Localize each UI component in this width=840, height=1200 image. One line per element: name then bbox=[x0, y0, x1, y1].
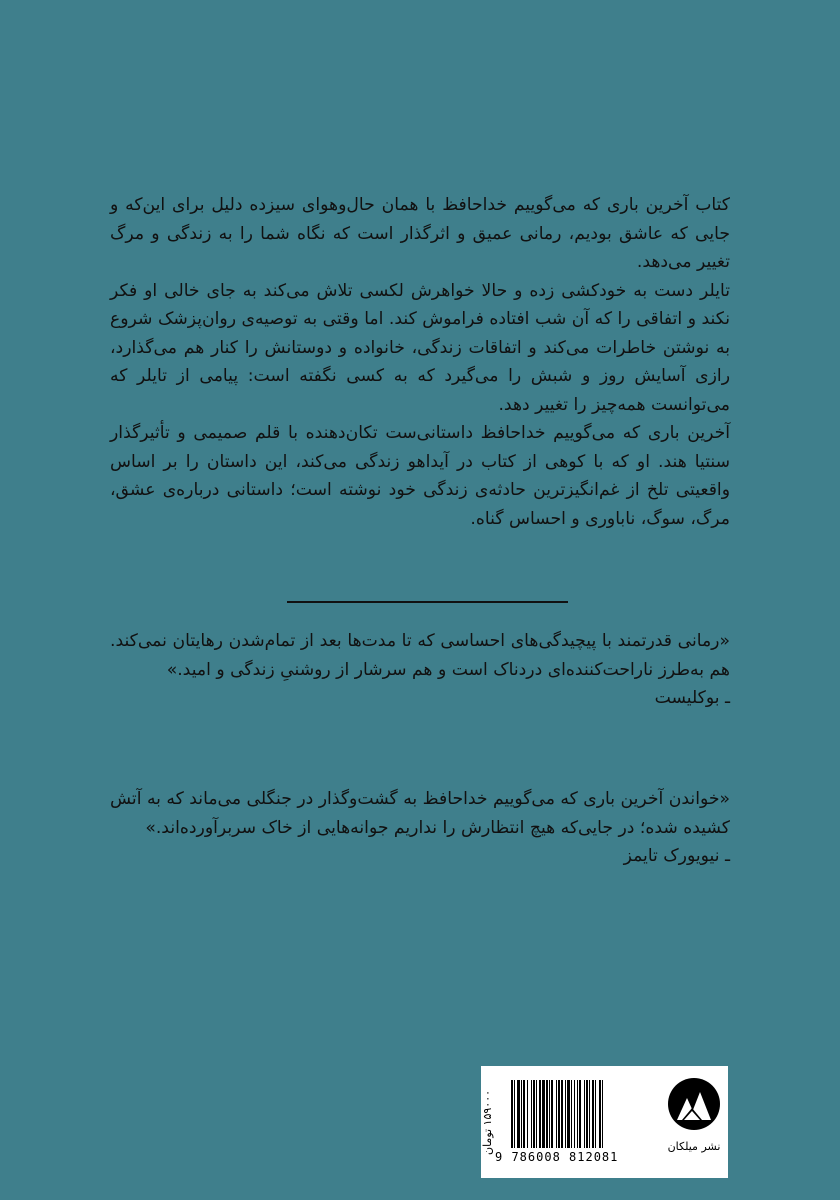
review-2 bbox=[110, 785, 730, 871]
barcode-bar bbox=[558, 1080, 560, 1148]
review-1 bbox=[110, 627, 730, 713]
barcode-bar bbox=[567, 1080, 570, 1148]
barcode-bar bbox=[586, 1080, 588, 1148]
review-source: ـ نیویورک تایمز bbox=[623, 846, 730, 866]
isbn-barcode bbox=[511, 1080, 661, 1148]
barcode-bar bbox=[523, 1080, 525, 1148]
description-paragraph-1: کتاب آخرین باری که می‌گوییم خداحافظ با همان حال‌وهوای سیزده دلیل برای این‌که و جایی که عاشق بودیم، رمانی عمیق و اثرگذار است که نگاه شما را به زندگی و مرگ تغییر می‌دهد. bbox=[110, 195, 730, 272]
barcode-bar bbox=[571, 1080, 572, 1148]
barcode-bar bbox=[561, 1080, 563, 1148]
barcode-bar bbox=[546, 1080, 548, 1148]
description-paragraph-2: تایلر دست به خودکشی زده و حالا خواهرش لکسی تلاش می‌کند به جای خالی او فکر نکند و اتفاقی را که آن شب افتاده فراموش کند. اما وقتی به توصیه‌ی روان‌پزشک شروع به نوشتن خاطرات می‌کند و اتفاقات زندگی، خانواده و دوستانش را کنار هم می‌گذارد، رازی آسایش روز و شبش را می‌گیرد که به کسی نگفته است: پیامی از تایلر که می‌توانست همه‌چیز را تغییر دهد. bbox=[110, 280, 730, 415]
price-label: ۱۵۹۰۰۰ تومان bbox=[481, 1089, 494, 1155]
barcode-bar bbox=[536, 1080, 537, 1148]
barcode-bar bbox=[533, 1080, 535, 1148]
isbn-digits: 9 786008 812081 bbox=[495, 1150, 619, 1164]
barcode-bar bbox=[574, 1080, 575, 1148]
barcode-bar bbox=[602, 1080, 603, 1148]
barcode-bar bbox=[589, 1080, 590, 1148]
barcode-bar bbox=[521, 1080, 522, 1148]
barcode-bar bbox=[599, 1080, 601, 1148]
barcode-bar bbox=[556, 1080, 557, 1148]
review-quote: «خواندن آخرین باری که می‌گوییم خداحافظ به گشت‌وگذار در جنگلی می‌ماند که به آتش کشیده شده؛ در جایی‌که هیچ انتظارش را نداریم جوانه‌هایی از خاک سربرآورده‌اند.» bbox=[110, 789, 730, 838]
barcode-bar bbox=[565, 1080, 566, 1148]
mountains-logo-icon bbox=[668, 1078, 720, 1130]
barcode-bar bbox=[531, 1080, 532, 1148]
barcode-bar bbox=[542, 1080, 545, 1148]
review-quote: «رمانی قدرتمند با پیچیدگی‌های احساسی که تا مدت‌ها بعد از تمام‌شدن رهایتان نمی‌کند. هم به‌طرز ناراحت‌کننده‌ای دردناک است و هم سرشار از روشنیِ زندگی و امید.» bbox=[110, 631, 730, 680]
barcode-panel bbox=[481, 1066, 728, 1178]
section-divider bbox=[287, 601, 568, 603]
barcode-bar bbox=[514, 1080, 515, 1148]
barcode-bar bbox=[551, 1080, 553, 1148]
review-source: ـ بوکلیست bbox=[654, 688, 730, 708]
barcode-bar bbox=[584, 1080, 585, 1148]
book-description bbox=[110, 191, 730, 533]
barcode-bar bbox=[517, 1080, 520, 1148]
barcode-bar bbox=[511, 1080, 513, 1148]
barcode-bar bbox=[539, 1080, 541, 1148]
barcode-bar bbox=[595, 1080, 596, 1148]
barcode-bar bbox=[592, 1080, 594, 1148]
barcode-bar bbox=[577, 1080, 578, 1148]
barcode-bar bbox=[549, 1080, 550, 1148]
description-paragraph-3: آخرین باری که می‌گوییم خداحافظ داستانی‌ست تکان‌دهنده با قلم صمیمی و تأثیرگذار سنتیا هند. او که با کوهی از کتاب در آیداهو زندگی می‌کند، این داستان را بر اساس واقعیتی تلخ از غم‌انگیزترین حادثه‌ی زندگی خود نوشته است؛ داستانی درباره‌ی عشق، مرگ، سوگ، ناباوری و احساس گناه. bbox=[110, 423, 730, 529]
publisher-logo bbox=[665, 1078, 723, 1174]
barcode-bar bbox=[527, 1080, 528, 1148]
publisher-name: نشر میلکان bbox=[667, 1140, 721, 1153]
barcode-bar bbox=[579, 1080, 581, 1148]
